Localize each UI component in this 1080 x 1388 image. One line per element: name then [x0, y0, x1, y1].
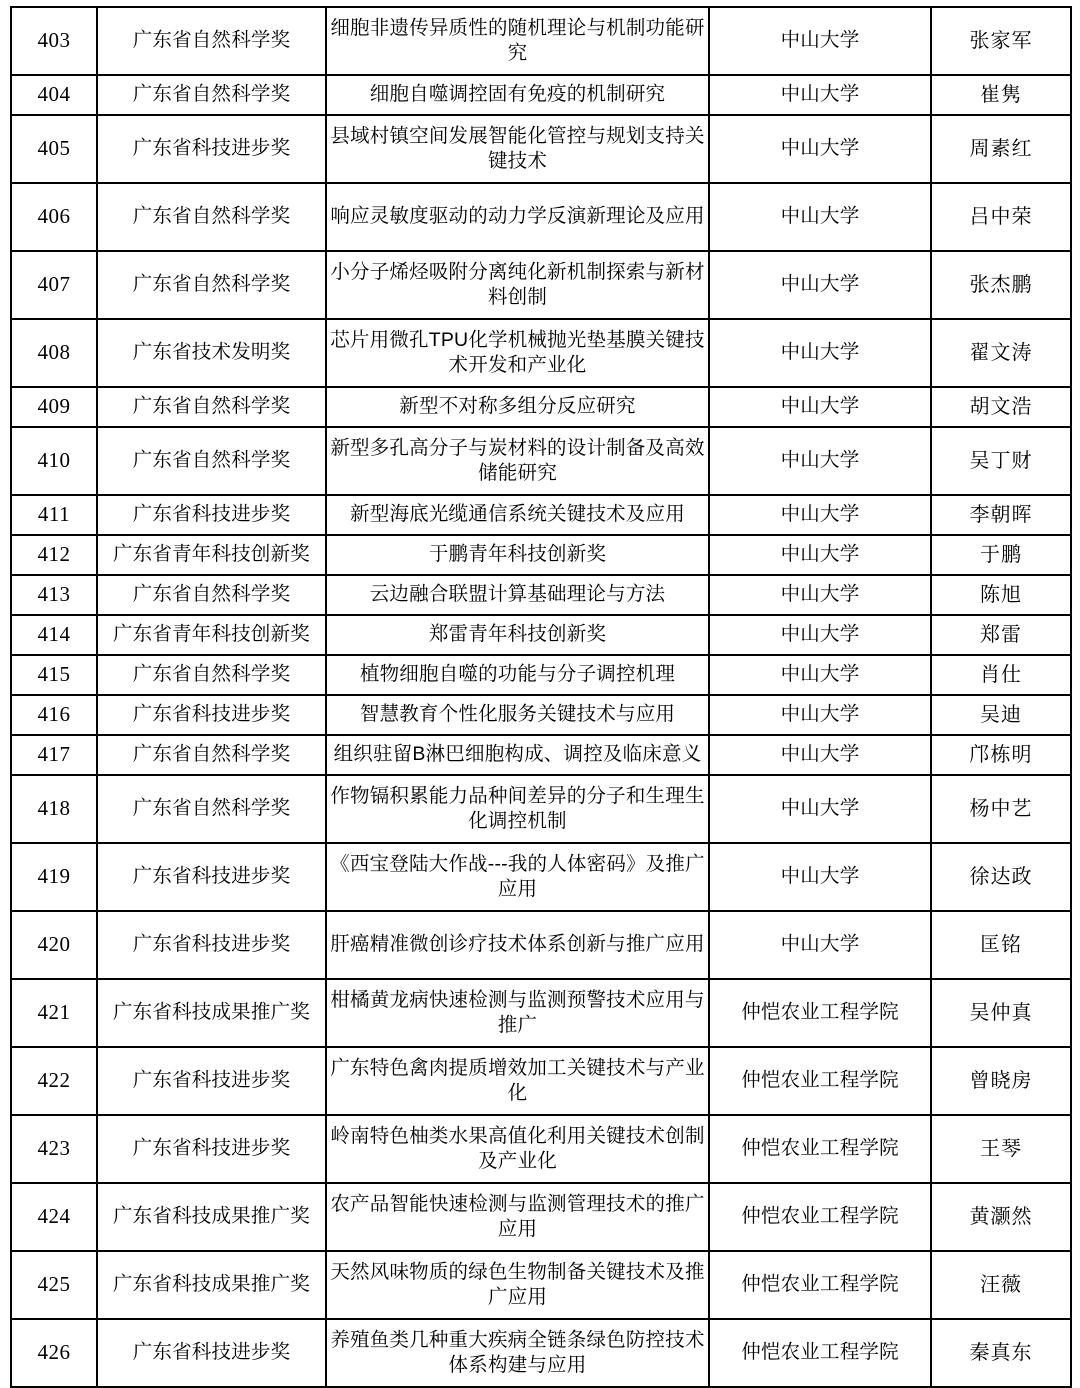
- table-row: [11, 1047, 1071, 1115]
- project-title: 养殖鱼类几种重大疾病全链条绿色防控技术体系构建与应用: [326, 1319, 709, 1387]
- recipient-name: 于鹏: [931, 535, 1071, 575]
- project-title: 植物细胞自噬的功能与分子调控机理: [326, 655, 709, 695]
- institution: 中山大学: [709, 115, 931, 183]
- serial-number: 415: [11, 655, 97, 695]
- table-row: [11, 183, 1071, 251]
- institution: 中山大学: [709, 735, 931, 775]
- table-row: [11, 843, 1071, 911]
- award-category: 广东省自然科学奖: [97, 75, 326, 115]
- recipient-name: 周素红: [931, 115, 1071, 183]
- serial-number: 425: [11, 1251, 97, 1319]
- project-title: 郑雷青年科技创新奖: [326, 615, 709, 655]
- recipient-name: 秦真东: [931, 1319, 1071, 1387]
- table-row: [11, 615, 1071, 655]
- project-title: 柑橘黄龙病快速检测与监测预警技术应用与推广: [326, 979, 709, 1047]
- institution: 中山大学: [709, 183, 931, 251]
- table-row: [11, 1183, 1071, 1251]
- project-title: 肝癌精准微创诊疗技术体系创新与推广应用: [326, 911, 709, 979]
- recipient-name: 杨中艺: [931, 775, 1071, 843]
- serial-number: 406: [11, 183, 97, 251]
- recipient-name: 曾晓房: [931, 1047, 1071, 1115]
- serial-number: 422: [11, 1047, 97, 1115]
- table-row: [11, 75, 1071, 115]
- recipient-name: 王琴: [931, 1115, 1071, 1183]
- serial-number: 409: [11, 387, 97, 427]
- table-row: [11, 911, 1071, 979]
- table-row: [11, 1319, 1071, 1387]
- institution: 中山大学: [709, 251, 931, 319]
- project-title: 县域村镇空间发展智能化管控与规划支持关键技术: [326, 115, 709, 183]
- serial-number: 419: [11, 843, 97, 911]
- recipient-name: 肖仕: [931, 655, 1071, 695]
- institution: 中山大学: [709, 495, 931, 535]
- serial-number: 407: [11, 251, 97, 319]
- serial-number: 411: [11, 495, 97, 535]
- award-category: 广东省自然科学奖: [97, 183, 326, 251]
- project-title: 新型多孔高分子与炭材料的设计制备及高效储能研究: [326, 427, 709, 495]
- table-row: [11, 319, 1071, 387]
- institution: 中山大学: [709, 843, 931, 911]
- table-row: [11, 495, 1071, 535]
- table-row: [11, 695, 1071, 735]
- award-category: 广东省科技进步奖: [97, 1319, 326, 1387]
- institution: 中山大学: [709, 387, 931, 427]
- award-category: 广东省科技成果推广奖: [97, 1251, 326, 1319]
- project-title: 云边融合联盟计算基础理论与方法: [326, 575, 709, 615]
- project-title: 作物镉积累能力品种间差异的分子和生理生化调控机制: [326, 775, 709, 843]
- recipient-name: 匡铭: [931, 911, 1071, 979]
- award-category: 广东省自然科学奖: [97, 251, 326, 319]
- institution: 仲恺农业工程学院: [709, 979, 931, 1047]
- award-category: 广东省科技成果推广奖: [97, 1183, 326, 1251]
- recipient-name: 吴仲真: [931, 979, 1071, 1047]
- institution: 中山大学: [709, 911, 931, 979]
- table-row: [11, 251, 1071, 319]
- institution: 中山大学: [709, 615, 931, 655]
- table-row: [11, 655, 1071, 695]
- table-row: [11, 1251, 1071, 1319]
- award-category: 广东省青年科技创新奖: [97, 615, 326, 655]
- project-title: 新型不对称多组分反应研究: [326, 387, 709, 427]
- project-title: 响应灵敏度驱动的动力学反演新理论及应用: [326, 183, 709, 251]
- table-row: [11, 1115, 1071, 1183]
- award-category: 广东省自然科学奖: [97, 7, 326, 75]
- recipient-name: 吴丁财: [931, 427, 1071, 495]
- serial-number: 405: [11, 115, 97, 183]
- table-row: [11, 427, 1071, 495]
- table-row: [11, 979, 1071, 1047]
- table-row: [11, 535, 1071, 575]
- award-category: 广东省技术发明奖: [97, 319, 326, 387]
- project-title: 《西宝登陆大作战---我的人体密码》及推广应用: [326, 843, 709, 911]
- recipient-name: 崔隽: [931, 75, 1071, 115]
- institution: 中山大学: [709, 75, 931, 115]
- project-title: 广东特色禽肉提质增效加工关键技术与产业化: [326, 1047, 709, 1115]
- institution: 中山大学: [709, 775, 931, 843]
- award-category: 广东省科技进步奖: [97, 843, 326, 911]
- table-body: [11, 7, 1071, 1387]
- award-category: 广东省科技进步奖: [97, 495, 326, 535]
- table-row: [11, 735, 1071, 775]
- project-title: 岭南特色柚类水果高值化利用关键技术创制及产业化: [326, 1115, 709, 1183]
- institution: 仲恺农业工程学院: [709, 1319, 931, 1387]
- recipient-name: 陈旭: [931, 575, 1071, 615]
- recipient-name: 邝栋明: [931, 735, 1071, 775]
- serial-number: 426: [11, 1319, 97, 1387]
- serial-number: 416: [11, 695, 97, 735]
- award-category: 广东省自然科学奖: [97, 575, 326, 615]
- institution: 仲恺农业工程学院: [709, 1115, 931, 1183]
- recipient-name: 黄灏然: [931, 1183, 1071, 1251]
- institution: 中山大学: [709, 655, 931, 695]
- award-category: 广东省自然科学奖: [97, 387, 326, 427]
- recipient-name: 吕中荣: [931, 183, 1071, 251]
- serial-number: 408: [11, 319, 97, 387]
- institution: 中山大学: [709, 695, 931, 735]
- project-title: 芯片用微孔TPU化学机械抛光垫基膜关键技术开发和产业化: [326, 319, 709, 387]
- institution: 仲恺农业工程学院: [709, 1183, 931, 1251]
- serial-number: 423: [11, 1115, 97, 1183]
- table-row: [11, 387, 1071, 427]
- serial-number: 420: [11, 911, 97, 979]
- serial-number: 418: [11, 775, 97, 843]
- table-row: [11, 775, 1071, 843]
- award-category: 广东省自然科学奖: [97, 735, 326, 775]
- award-category: 广东省科技进步奖: [97, 1115, 326, 1183]
- recipient-name: 汪薇: [931, 1251, 1071, 1319]
- project-title: 组织驻留B淋巴细胞构成、调控及临床意义: [326, 735, 709, 775]
- table-row: [11, 115, 1071, 183]
- award-category: 广东省科技成果推广奖: [97, 979, 326, 1047]
- recipient-name: 张杰鹏: [931, 251, 1071, 319]
- serial-number: 417: [11, 735, 97, 775]
- project-title: 细胞非遗传异质性的随机理论与机制功能研究: [326, 7, 709, 75]
- recipient-name: 翟文涛: [931, 319, 1071, 387]
- recipient-name: 徐达政: [931, 843, 1071, 911]
- institution: 中山大学: [709, 7, 931, 75]
- project-title: 于鹏青年科技创新奖: [326, 535, 709, 575]
- recipient-name: 吴迪: [931, 695, 1071, 735]
- serial-number: 414: [11, 615, 97, 655]
- award-category: 广东省科技进步奖: [97, 911, 326, 979]
- serial-number: 410: [11, 427, 97, 495]
- project-title: 农产品智能快速检测与监测管理技术的推广应用: [326, 1183, 709, 1251]
- award-category: 广东省自然科学奖: [97, 427, 326, 495]
- award-category: 广东省自然科学奖: [97, 775, 326, 843]
- project-title: 天然风味物质的绿色生物制备关键技术及推广应用: [326, 1251, 709, 1319]
- award-category: 广东省青年科技创新奖: [97, 535, 326, 575]
- institution: 仲恺农业工程学院: [709, 1251, 931, 1319]
- recipient-name: 李朝晖: [931, 495, 1071, 535]
- award-category: 广东省自然科学奖: [97, 655, 326, 695]
- serial-number: 421: [11, 979, 97, 1047]
- recipient-name: 胡文浩: [931, 387, 1071, 427]
- table-row: [11, 575, 1071, 615]
- project-title: 新型海底光缆通信系统关键技术及应用: [326, 495, 709, 535]
- serial-number: 412: [11, 535, 97, 575]
- institution: 中山大学: [709, 319, 931, 387]
- award-category: 广东省科技进步奖: [97, 695, 326, 735]
- institution: 仲恺农业工程学院: [709, 1047, 931, 1115]
- institution: 中山大学: [709, 427, 931, 495]
- project-title: 智慧教育个性化服务关键技术与应用: [326, 695, 709, 735]
- serial-number: 404: [11, 75, 97, 115]
- recipient-name: 张家军: [931, 7, 1071, 75]
- award-category: 广东省科技进步奖: [97, 1047, 326, 1115]
- institution: 中山大学: [709, 575, 931, 615]
- award-category: 广东省科技进步奖: [97, 115, 326, 183]
- serial-number: 413: [11, 575, 97, 615]
- institution: 中山大学: [709, 535, 931, 575]
- table-row: [11, 7, 1071, 75]
- project-title: 小分子烯烃吸附分离纯化新机制探索与新材料创制: [326, 251, 709, 319]
- recipient-name: 郑雷: [931, 615, 1071, 655]
- serial-number: 424: [11, 1183, 97, 1251]
- serial-number: 403: [11, 7, 97, 75]
- project-title: 细胞自噬调控固有免疫的机制研究: [326, 75, 709, 115]
- award-list-table: [10, 6, 1072, 1388]
